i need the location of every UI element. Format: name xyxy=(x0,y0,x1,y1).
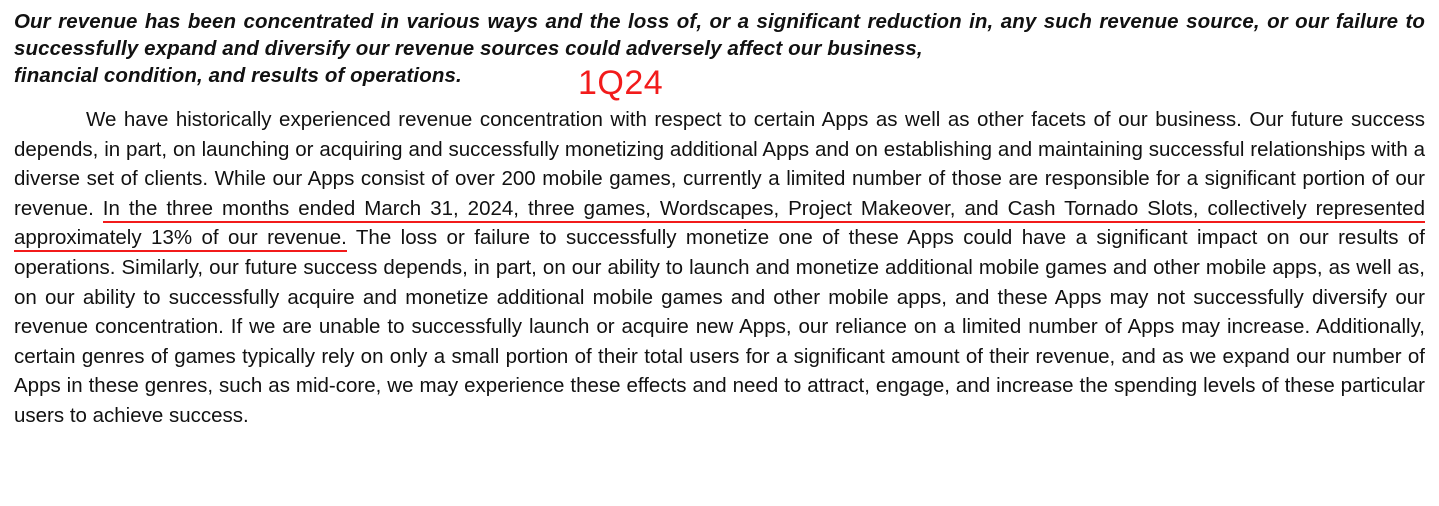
paragraph-part-1: We have historically experienced revenue concentration with respect to certain Apps as well as other facets of our business. Our future success depends, in part, on launching or acquiring and successfully monetizing additional Apps and on establishing and maintaining successful relationships with a diverse set of clients. While our Apps consist of over 200 mobile games, currently a limited number of those are responsible for a significant portion of our revenue. xyxy=(14,108,1425,220)
heading-line-1: Our revenue has been concentrated in various ways and the loss of, or a significant reduction in, any such revenue xyxy=(14,10,1179,33)
paragraph-part-2: The loss or failure to successfully monetize one of these Apps could have a significant impact on our results of operations. Similarly, our future success depends, in part, on our ability to launch and monetize additional mobile games and other mobile apps, as well as, on our ability to successfully acquire and monetize additional mobile games and other mobile apps, and these Apps may not successfully diversify our revenue concentration. If we are unable to successfully launch or acquire new Apps, our reliance on a limited number of Apps may increase. Additionally, certain genres of games typically rely on only a small portion of their total users for a significant amount of their revenue, and as we expand our number of Apps in these genres, such as mid-core, we may experience these effects and need to attract, engage, and increase the spending levels of these particular users to achieve success. xyxy=(14,226,1425,427)
risk-factor-heading xyxy=(14,8,1425,89)
heading-line-3: financial condition, and results of operations. xyxy=(14,64,462,87)
body-paragraph xyxy=(14,105,1425,431)
heading-line-2: source, or our failure to successfully expand and diversify our revenue sources could adversely affect our business, xyxy=(14,10,1425,60)
highlighted-sentence: In the three months ended March 31, 2024, three games, Wordscapes, Project Makeover, and Cash Tornado Slots, collectively represented approximately 13% of our revenue. xyxy=(14,197,1425,253)
handwritten-annotation-1q24: 1Q24 xyxy=(578,64,664,102)
body-paragraph-block xyxy=(14,105,1425,431)
